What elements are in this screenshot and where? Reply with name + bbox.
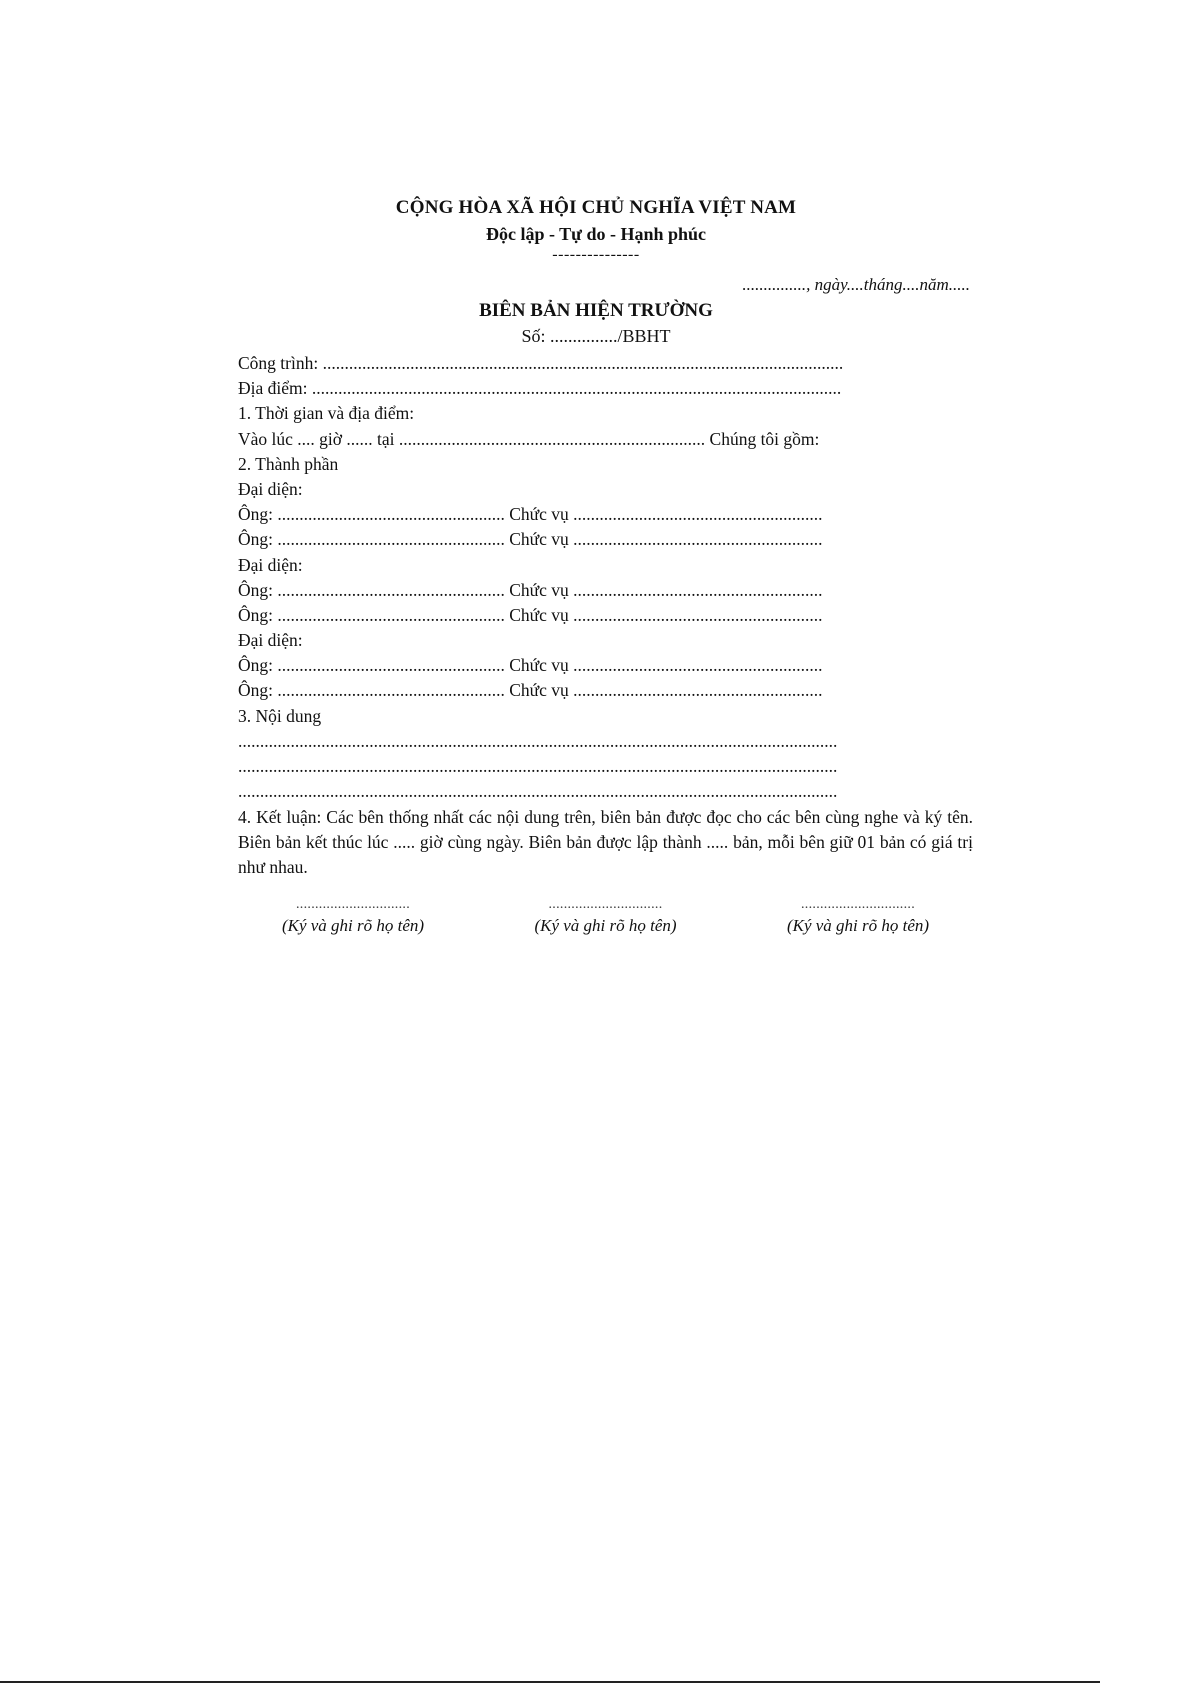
signature-block [743, 896, 973, 936]
signature-block [491, 896, 721, 936]
section-members: 2. Thành phần [238, 453, 339, 474]
field-location: Địa điểm: ......................................................................................................................... [238, 378, 842, 399]
conclusion-paragraph: 4. Kết luận: Các bên thống nhất các nội dung trên, biên bản được đọc cho các bên cùng nghe và ký tên. Biên bản kết thúc lúc ..... giờ cùng ngày. Biên bản được lập thành ..... bản, mỗi bên giữ 01 bản có giá trị như nhau. [238, 807, 973, 878]
separator: --------------- [552, 246, 640, 263]
content-line: ......................................................................................................................................... [238, 781, 838, 802]
representative-label: Đại diện: [238, 630, 303, 651]
member-line: Ông: .................................................... Chức vụ ......................................................... [238, 655, 823, 676]
signature-hint: (Ký và ghi rõ họ tên) [281, 916, 425, 935]
document-title: BIÊN BẢN HIỆN TRƯỜNG [479, 300, 713, 321]
section-content: 3. Nội dung [238, 705, 322, 726]
document-body [238, 351, 973, 880]
document-number: Số: .............../BBHT [521, 326, 671, 346]
signature-hint: (Ký và ghi rõ họ tên) [534, 916, 677, 935]
member-line: Ông: .................................................... Chức vụ ......................................................... [238, 604, 823, 625]
content-line: ......................................................................................................................................... [238, 756, 838, 776]
page-bottom-rule [0, 1681, 1100, 1683]
member-line: Ông: .................................................... Chức vụ ......................................................... [238, 579, 823, 600]
signature-dots: .............................. [296, 897, 410, 912]
field-time: Vào lúc .... giờ ...... tại ...................................................................... Chúng tôi gồm: [238, 428, 820, 449]
signature-dots: .............................. [801, 897, 915, 912]
section-time-place: 1. Thời gian và địa điểm: [238, 403, 415, 424]
field-construction: Công trình: ....................................................................................................................... [238, 353, 844, 373]
member-line: Ông: .................................................... Chức vụ ......................................................... [238, 680, 823, 701]
nation-heading: CỘNG HÒA XÃ HỘI CHỦ NGHĨA VIỆT NAM [395, 197, 797, 218]
date-line: ..............., ngày....tháng....năm..... [742, 275, 970, 294]
content-line: ......................................................................................................................................... [238, 730, 838, 751]
motto: Độc lập - Tự do - Hạnh phúc [485, 224, 707, 244]
representative-label: Đại diện: [238, 554, 303, 575]
signature-hint: (Ký và ghi rõ họ tên) [786, 916, 930, 935]
representative-label: Đại diện: [238, 478, 303, 499]
signature-dots: .............................. [548, 897, 663, 912]
member-line: Ông: .................................................... Chức vụ ......................................................... [238, 529, 823, 550]
member-line: Ông: .................................................... Chức vụ ......................................................... [238, 504, 823, 525]
signature-row [238, 896, 973, 936]
signature-block [238, 896, 468, 936]
